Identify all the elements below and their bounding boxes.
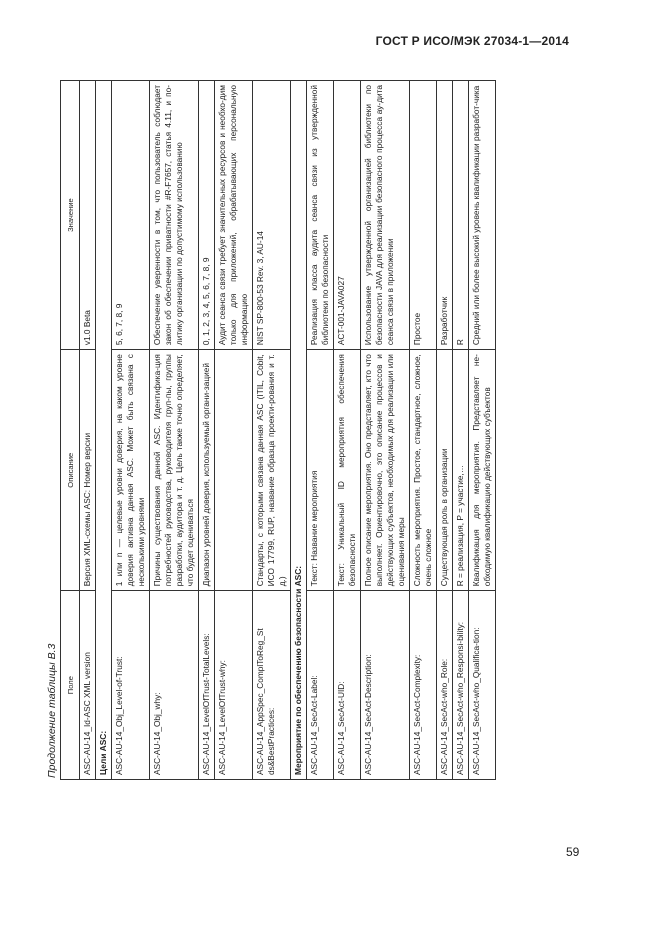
cell-field: ASC-AU-14_SecAct-who_Responsi-bility: bbox=[453, 591, 469, 780]
cell-description: Диапазон уровней доверия, используемый органи-зацией bbox=[199, 350, 215, 591]
cell-value: Реализация класса аудита сеанса связи из утвержденной библиотеки по безопасности bbox=[307, 81, 334, 350]
cell-field: ASC-AU-14_Obj_why: bbox=[150, 591, 199, 780]
cell-value: Использование утвержденной организацией библиотеки по безопасности JAVA для реализации безопасного процесса ау-дита сеанса связи в приложении bbox=[361, 81, 410, 350]
table-row bbox=[453, 81, 469, 780]
rotated-table-area bbox=[44, 80, 584, 780]
table-section-row bbox=[291, 81, 307, 780]
table-caption: Продолжение таблицы В.3 bbox=[46, 643, 58, 778]
cell-value: v1.0 Beta bbox=[80, 81, 96, 350]
table-row bbox=[410, 81, 437, 780]
cell-field: ASC-AU-14_LevelOfTrust-TotalLevels: bbox=[199, 591, 215, 780]
table-row bbox=[437, 81, 453, 780]
cell-field: ASC-AU-14_SecAct-who_Role: bbox=[437, 591, 453, 780]
table-header-row bbox=[61, 81, 80, 780]
cell-value: Аудит сеанса связи требует значительных ресурсов и необхо-дим только для приложений, обрабатывающих персональную информацию bbox=[215, 81, 253, 350]
cell-field: ASC-AU-14_AppSpec_ComplToReg_St ds&BestPractices: bbox=[253, 591, 291, 780]
cell-description: Текст: Название мероприятия bbox=[307, 350, 334, 591]
table-row bbox=[307, 81, 334, 780]
cell-value: Средний или более высокий уровень квалификации разработ-чика bbox=[469, 81, 496, 350]
column-header-value: Значение bbox=[61, 81, 80, 350]
cell-field: ASC-AU-14_SecAct-UID: bbox=[334, 591, 361, 780]
table-row bbox=[80, 81, 96, 780]
requirements-table bbox=[60, 80, 496, 780]
table-section-row bbox=[96, 81, 112, 780]
table-row bbox=[112, 81, 150, 780]
cell-value: Простое bbox=[410, 81, 437, 350]
standard-header: ГОСТ Р ИСО/МЭК 27034-1—2014 bbox=[375, 34, 569, 48]
cell-description: R = реализация, P = участие,… bbox=[453, 350, 469, 591]
cell-field: ASC-AU-14_Obj_Level-of-Trust: bbox=[112, 591, 150, 780]
column-header-field: Поле bbox=[61, 591, 80, 780]
cell-value: 0, 1, 2, 3, 4, 5, 6, 7, 8, 9 bbox=[199, 81, 215, 350]
cell-description: Текст: Уникальный ID мероприятия обеспечения безопасности bbox=[334, 350, 361, 591]
cell-value: Разработчик bbox=[437, 81, 453, 350]
page-number: 59 bbox=[566, 845, 580, 859]
cell-description bbox=[215, 350, 253, 591]
cell-description: Стандарты, с которыми связана данная ASC (ITIL, Cobit, ИСО 17799, RUP, название образца проекти-рования и т. д.) bbox=[253, 350, 291, 591]
cell-description: Причины существования данной ASC. Идентифика-ция потребностей руководства, руководителя груп-пы, группы разработки, аудитора и т. д. Цель также точно определяет, что будет оцениваться bbox=[150, 350, 199, 591]
cell-value: Обеспечение уверенности в том, что пользователь соблюдает закон об обеспечении приватности #R-F7657, статья 4.11, и по-литику организации по допустимому использованию bbox=[150, 81, 199, 350]
section-title: Цели ASC: bbox=[96, 81, 112, 780]
cell-value: NIST SP-800-53 Rev. 3, AU-14 bbox=[253, 81, 291, 350]
cell-description: 1 или n — целевые уровни доверия, на каком уровне доверия активна данная ASC. Может быть связана с несколькими уровнями bbox=[112, 350, 150, 591]
table-row bbox=[334, 81, 361, 780]
table-row bbox=[199, 81, 215, 780]
cell-value: ACT-001-JAVA027 bbox=[334, 81, 361, 350]
table-row bbox=[361, 81, 410, 780]
cell-description: Существующая роль в организации bbox=[437, 350, 453, 591]
cell-value: 5, 6, 7, 8, 9 bbox=[112, 81, 150, 350]
cell-field: ASC-AU-14_SecAct-Complexity: bbox=[410, 591, 437, 780]
table-row bbox=[253, 81, 291, 780]
cell-field: ASC-AU-14_SecAct-Label: bbox=[307, 591, 334, 780]
cell-field: ASC-AU-14_Id-ASC XML version bbox=[80, 591, 96, 780]
table-row bbox=[469, 81, 496, 780]
cell-field: ASC-AU-14_SecAct-who_Qualifica-tion: bbox=[469, 591, 496, 780]
cell-description: Квалификация для мероприятия. Представляет не-обходимую квалификацию действующих субъектов bbox=[469, 350, 496, 591]
column-header-description: Описание bbox=[61, 350, 80, 591]
table-row bbox=[150, 81, 199, 780]
cell-description: Полное описание мероприятия. Оно представляет, кто что выполняет. Ориентировочно, это описание процессов и действующих субъектов, необходимых для реализации или оценивания меры bbox=[361, 350, 410, 591]
cell-description: Версия XML-схемы ASC: Номер версии bbox=[80, 350, 96, 591]
cell-description: Сложность мероприятия. Простое, стандартное, сложное, очень сложное bbox=[410, 350, 437, 591]
table-row bbox=[215, 81, 253, 780]
section-title: Мероприятие по обеспечению безопасности ASC: bbox=[291, 81, 307, 780]
cell-value: R bbox=[453, 81, 469, 350]
cell-field: ASC-AU-14_SecAct-Description: bbox=[361, 591, 410, 780]
cell-field: ASC-AU-14_LevelOfTrust-why: bbox=[215, 591, 253, 780]
table-body bbox=[80, 81, 496, 780]
